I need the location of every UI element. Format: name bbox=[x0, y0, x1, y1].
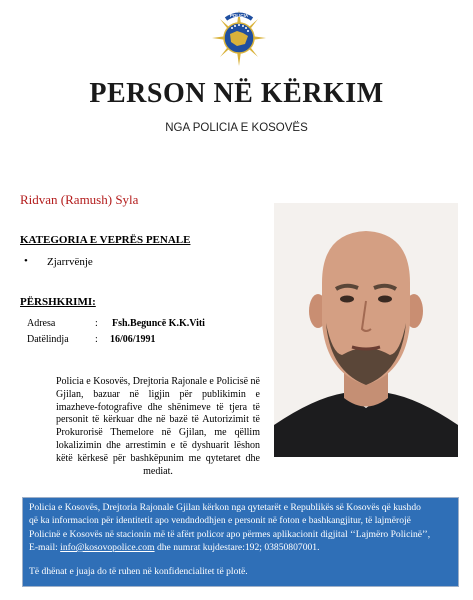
email-link[interactable]: info@kosovopolice.com bbox=[60, 541, 155, 553]
police-badge-icon bbox=[210, 6, 268, 68]
phone-numbers: dhe numrat kujdestare:192; 03850807001. bbox=[154, 541, 320, 553]
dob-colon: : bbox=[95, 334, 98, 345]
email-prefix: E-mail: bbox=[29, 541, 61, 553]
dob-label: Datëlindja bbox=[27, 334, 69, 345]
notice-line: që ka informacion për identitetit apo vendndodhjen e personit në foton e bashkangjitur, të lajmërojë bbox=[29, 515, 411, 527]
description-heading: PËRSHKRIMI: bbox=[20, 296, 96, 308]
police-logo bbox=[210, 6, 268, 68]
notice-contact-line bbox=[29, 541, 452, 554]
address-colon: : bbox=[95, 318, 98, 329]
notice-line: Policia e Kosovës, Drejtoria Rajonale Gjilan kërkon nga qytetarët e Republikës së Kosovës që kushdo bbox=[29, 502, 421, 513]
notice-line: Policinë e Kosovës në stacionin më të afërt policor apo përmes aplikacionit digjital ‘‘Lajmëro Policinë’’, bbox=[29, 528, 431, 540]
person-name: Ridvan (Ramush) Syla bbox=[20, 192, 139, 207]
contact-notice-box bbox=[22, 497, 459, 587]
bullet-icon: • bbox=[24, 255, 28, 267]
person-photo bbox=[274, 203, 458, 457]
page-title: PERSON NË KËRKIM bbox=[89, 78, 384, 109]
address-label: Adresa bbox=[27, 318, 56, 329]
category-heading: KATEGORIA E VEPRËS PENALE bbox=[20, 234, 191, 246]
page-subtitle: NGA POLICIA E KOSOVËS bbox=[165, 122, 308, 134]
logo-text: POLICIA bbox=[229, 13, 249, 18]
category-item: Zjarrvënje bbox=[47, 256, 93, 268]
address-value: Fsh.Beguncë K.K.Viti bbox=[112, 318, 205, 329]
dob-value: 16/06/1991 bbox=[110, 334, 156, 345]
description-body: Policia e Kosovës, Drejtoria Rajonale e Policisë në Gjilan, bazuar në ligjin për publikimin e imazheve-fotografive dhe shënimeve të tjera të personit të kërkuar dhe në bazë të Autorizimit të Prokurorisë Themelore në Gjilan, me qëllim lokalizimin dhe arrestimin e të dyshuarit lëshon këtë kërkesë për bashkëpunim me qytetaret dhe mediat. bbox=[56, 376, 260, 477]
confidentiality-note: Të dhënat e juaja do të ruhen në konfidencialitet të plotë. bbox=[29, 566, 248, 578]
person-portrait-icon bbox=[274, 203, 458, 457]
